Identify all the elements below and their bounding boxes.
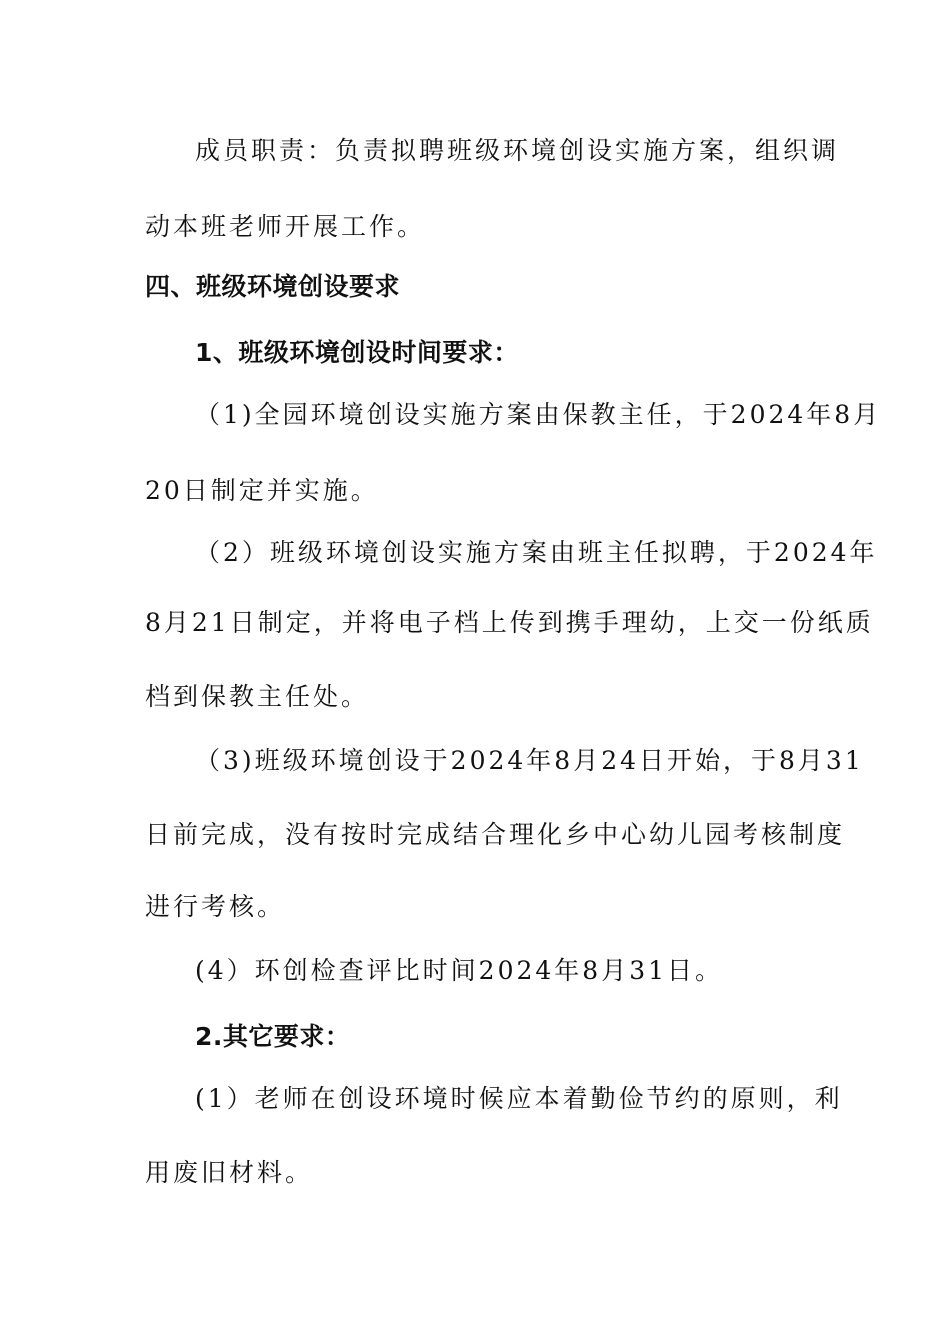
time-item-2-line-2: 8月21日制定，并将电子档上传到携手理幼，上交一份纸质 xyxy=(145,608,874,637)
time-item-1-line-2: 20日制定并实施。 xyxy=(145,476,379,505)
time-item-3-line-1: （3)班级环境创设于2024年8月24日开始，于8月31 xyxy=(195,746,864,775)
time-item-4: (4）环创检查评比时间2024年8月31日。 xyxy=(195,956,724,985)
section-heading: 四、班级环境创设要求 xyxy=(145,272,401,301)
time-item-3-line-2: 日前完成，没有按时完成结合理化乡中心幼儿园考核制度 xyxy=(145,820,846,849)
time-item-1-line-1: （1)全园环境创设实施方案由保教主任，于2024年8月 xyxy=(195,400,882,429)
time-item-3-line-3: 进行考核。 xyxy=(145,892,286,921)
member-duty-line-2: 动本班老师开展工作。 xyxy=(145,212,426,241)
subsection-heading-time: 1、班级环境创设时间要求： xyxy=(195,338,519,367)
time-item-2-line-1: （2）班级环境创设实施方案由班主任拟聘，于2024年 xyxy=(195,538,878,567)
member-duty-line-1: 成员职责：负责拟聘班级环境创设实施方案，组织调 xyxy=(195,136,840,165)
subsection-heading-other: 2.其它要求： xyxy=(195,1022,351,1051)
other-item-1-line-1: (1）老师在创设环境时候应本着勤俭节约的原则，利 xyxy=(195,1084,843,1113)
other-item-1-line-2: 用废旧材料。 xyxy=(145,1158,314,1187)
time-item-2-line-3: 档到保教主任处。 xyxy=(145,682,370,711)
